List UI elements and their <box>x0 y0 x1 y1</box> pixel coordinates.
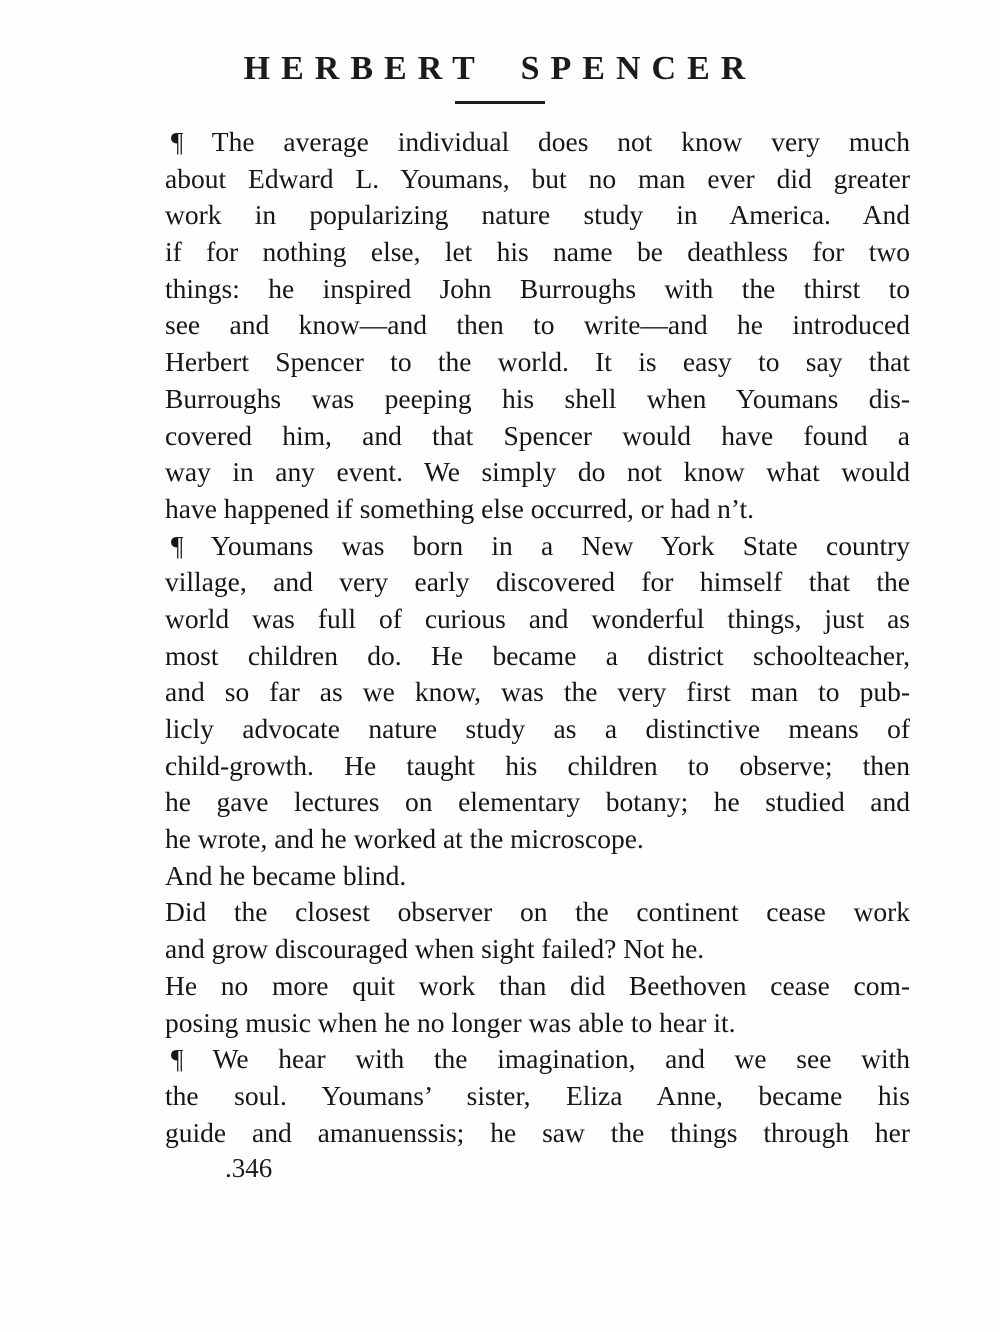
text-line: he gave lectures on elementary botany; he studied and <box>165 786 910 818</box>
text-line: way in any event. We simply do not know what would <box>165 456 910 488</box>
text-line: the soul. Youmans’ sister, Eliza Anne, became his <box>165 1079 910 1111</box>
text-line: if for nothing else, let his name be deathless for two <box>165 236 910 268</box>
text-line: licly advocate nature study as a distinctive means of <box>165 713 910 744</box>
paragraph <box>165 858 910 895</box>
text-line: ¶ We hear with the imagination, and we see with <box>171 1043 910 1075</box>
paragraph <box>165 528 910 858</box>
text-line: have happened if something else occurred, or had n’t. <box>165 492 755 524</box>
page-body <box>165 124 910 1151</box>
text-line: he wrote, and he worked at the microscope. <box>165 823 644 855</box>
text-line: ¶ Youmans was born in a New York State country <box>171 529 910 561</box>
paragraph <box>165 968 910 1041</box>
text-line: Burroughs was peeping his shell when Youmans dis- <box>165 382 910 414</box>
page-title: HERBERT SPENCER <box>243 50 757 87</box>
paragraph <box>165 894 910 967</box>
text-line: and so far as we know, was the very first man to pub- <box>165 676 910 708</box>
text-line: Herbert Spencer to the world. It is easy to say that <box>165 346 910 378</box>
text-line: about Edward L. Youmans, but no man ever did greater <box>165 162 910 194</box>
text-line: He no more quit work than did Beethoven cease com- <box>165 969 910 1001</box>
text-line: and grow discouraged when sight failed? Not he. <box>165 933 705 965</box>
page-number: .346 <box>225 1153 273 1184</box>
text-line: things: he inspired John Burroughs with the thirst to <box>165 272 910 304</box>
text-line: ¶ The average individual does not know very much <box>171 126 910 157</box>
text-line: posing music when he no longer was able to hear it. <box>165 1006 736 1038</box>
text-line: covered him, and that Spencer would have found a <box>165 419 910 451</box>
text-line: And he became blind. <box>165 859 407 891</box>
paragraph <box>165 124 910 528</box>
text-line: see and know—and then to write—and he introduced <box>165 309 910 341</box>
title-divider <box>455 101 545 104</box>
text-line: Did the closest observer on the continent cease work <box>165 896 910 928</box>
paragraph <box>165 1041 910 1151</box>
text-line: village, and very early discovered for himself that the <box>165 566 910 598</box>
text-line: work in popularizing nature study in America. And <box>165 199 910 231</box>
text-line: child-growth. He taught his children to observe; then <box>165 749 910 781</box>
text-line: world was full of curious and wonderful things, just as <box>165 602 910 634</box>
text-line: guide and amanuenssis; he saw the things through her <box>165 1116 910 1148</box>
text-line: most children do. He became a district schoolteacher, <box>165 639 910 671</box>
